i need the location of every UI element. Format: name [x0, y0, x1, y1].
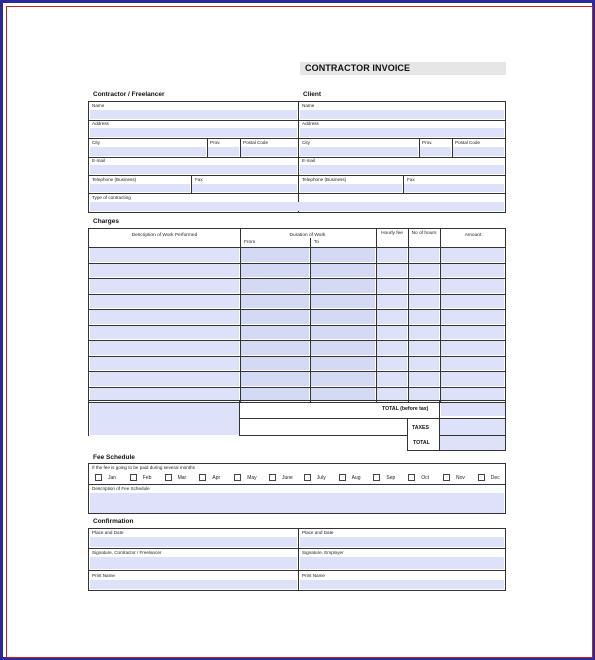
charge-to-cell[interactable]: [311, 310, 375, 324]
page-title: CONTRACTOR INVOICE: [305, 63, 411, 73]
col-from-header: From: [244, 240, 256, 245]
contractor-postal-field[interactable]: [241, 147, 297, 156]
charges-table: [88, 228, 506, 436]
contractor-name-field[interactable]: [90, 110, 297, 119]
charge-description-cell[interactable]: [90, 310, 239, 324]
charge-to-cell[interactable]: [311, 326, 375, 340]
fee-schedule-intro: If the fee is going to be paid during several months: [92, 465, 195, 470]
month-label-may: May: [247, 475, 257, 481]
employer-print-name-label: Print Name: [302, 573, 325, 578]
charge-hours-cell[interactable]: [409, 341, 439, 355]
charge-description-cell[interactable]: [90, 326, 239, 340]
charge-from-cell[interactable]: [241, 326, 309, 340]
charge-description-cell[interactable]: [90, 279, 239, 293]
client-phone-field[interactable]: [300, 184, 402, 192]
month-label-aug: Aug: [351, 475, 361, 481]
charge-hours-cell[interactable]: [409, 248, 439, 262]
charge-hourly-cell[interactable]: [377, 264, 407, 278]
client-email-field[interactable]: [300, 165, 504, 174]
charge-to-cell[interactable]: [311, 341, 375, 355]
contractor-print-name-label: Print Name: [92, 573, 115, 578]
charge-from-cell[interactable]: [241, 341, 309, 355]
charge-hours-cell[interactable]: [409, 295, 439, 309]
employer-signature-label: Signature, Employer: [302, 550, 344, 555]
charge-hourly-cell[interactable]: [377, 341, 407, 355]
charge-description-cell[interactable]: [90, 341, 239, 355]
col-description-header: Description of Work Performed: [131, 233, 198, 238]
confirm-right-place-field[interactable]: [300, 537, 504, 547]
charge-amount-cell[interactable]: [441, 326, 504, 340]
month-checkbox-sep[interactable]: [373, 474, 380, 481]
charge-hours-cell[interactable]: [409, 310, 439, 324]
total-before-tax-label: TOTAL (before tax): [382, 406, 429, 412]
confirm-left-place-field[interactable]: [90, 537, 297, 547]
month-checkbox-oct[interactable]: [408, 474, 415, 481]
charge-amount-cell[interactable]: [441, 341, 504, 355]
charge-to-cell[interactable]: [311, 248, 375, 262]
month-checkbox-mar[interactable]: [165, 474, 172, 481]
contractor-address-field[interactable]: [90, 128, 297, 137]
month-label-nov: Nov: [456, 475, 465, 481]
month-checkbox-aug[interactable]: [339, 474, 346, 481]
total-label: TOTAL: [413, 440, 430, 446]
month-checkbox-feb[interactable]: [130, 474, 137, 481]
charge-from-cell[interactable]: [241, 295, 309, 309]
total-field[interactable]: [440, 436, 505, 450]
confirmation-table: [88, 528, 506, 591]
charge-hourly-cell[interactable]: [377, 326, 407, 340]
client-address-label: Address: [302, 121, 319, 126]
charge-to-cell[interactable]: [311, 279, 375, 293]
month-checkbox-nov[interactable]: [443, 474, 450, 481]
contractor-email-label: E-mail: [92, 158, 106, 163]
contractor-print-name-field[interactable]: [90, 580, 297, 589]
client-prov-label: Prov.: [422, 140, 433, 145]
fee-description-field[interactable]: [90, 493, 504, 513]
charge-to-cell[interactable]: [311, 264, 375, 278]
client-email-label: E-mail: [302, 158, 316, 163]
charge-from-cell[interactable]: [241, 248, 309, 262]
charge-to-cell[interactable]: [311, 372, 375, 386]
taxes-field[interactable]: [440, 419, 505, 435]
charge-to-cell[interactable]: [311, 295, 375, 309]
charge-hours-cell[interactable]: [409, 279, 439, 293]
month-label-feb: Feb: [142, 475, 152, 481]
client-postal-field[interactable]: [453, 147, 504, 156]
charge-hourly-cell[interactable]: [377, 357, 407, 371]
charge-amount-cell[interactable]: [441, 295, 504, 309]
charge-hours-cell[interactable]: [409, 357, 439, 371]
month-label-july: July: [316, 475, 326, 481]
month-checkbox-apr[interactable]: [199, 474, 206, 481]
charge-amount-cell[interactable]: [441, 372, 504, 386]
month-label-dec: Dec: [490, 475, 500, 481]
charge-description-cell[interactable]: [90, 372, 239, 386]
client-name-label: Name: [302, 103, 315, 108]
month-label-apr: Apr: [212, 475, 221, 481]
charge-description-cell[interactable]: [90, 248, 239, 262]
charge-from-cell[interactable]: [241, 279, 309, 293]
contractor-postal-label: Postal Code: [243, 140, 269, 145]
col-to-header: To: [314, 240, 320, 245]
total-before-tax-field[interactable]: [441, 402, 505, 416]
taxes-label: TAXES: [412, 425, 429, 431]
client-postal-label: Postal Code: [455, 140, 481, 145]
employer-signature-field[interactable]: [300, 557, 504, 569]
month-checkbox-dec[interactable]: [478, 474, 485, 481]
charge-hours-cell[interactable]: [409, 326, 439, 340]
charge-amount-cell[interactable]: [441, 279, 504, 293]
charge-from-cell[interactable]: [241, 372, 309, 386]
col-hourly-header: Hourly fee: [381, 231, 403, 236]
contractor-phone-field[interactable]: [90, 184, 190, 192]
charge-description-cell[interactable]: [90, 264, 239, 278]
client-heading: Client: [303, 91, 322, 98]
confirmation-heading: Confirmation: [93, 518, 134, 525]
charge-description-cell[interactable]: [90, 388, 239, 402]
month-checkbox-july[interactable]: [304, 474, 311, 481]
charge-hourly-cell[interactable]: [377, 295, 407, 309]
client-city-field[interactable]: [300, 147, 418, 156]
charge-amount-cell[interactable]: [441, 248, 504, 262]
charge-from-cell[interactable]: [241, 388, 309, 402]
contractor-city-field[interactable]: [90, 147, 206, 156]
confirm-right-place-label: Place and Date: [302, 530, 334, 535]
contractor-signature-label: Signature, Contractor / Freelancer: [92, 550, 162, 555]
charges-heading: Charges: [93, 218, 120, 225]
charge-amount-cell[interactable]: [441, 357, 504, 371]
client-address-field[interactable]: [300, 128, 504, 137]
contractor-address-label: Address: [92, 121, 109, 126]
client-city-label: City: [302, 140, 310, 145]
charge-to-cell[interactable]: [311, 388, 375, 402]
charge-hours-cell[interactable]: [409, 372, 439, 386]
contractor-email-field[interactable]: [90, 165, 297, 174]
contractor-fax-field[interactable]: [192, 184, 297, 192]
col-duration-header: Duration of Work: [289, 233, 326, 238]
client-fax-label: Fax: [407, 177, 415, 182]
charge-amount-cell[interactable]: [441, 310, 504, 324]
contractor-name-label: Name: [92, 103, 105, 108]
charge-from-cell[interactable]: [241, 357, 309, 371]
client-prov-field[interactable]: [420, 147, 451, 156]
charge-description-cell[interactable]: [90, 357, 239, 371]
fee-schedule-table: [88, 463, 506, 514]
charge-hourly-cell[interactable]: [377, 372, 407, 386]
fee-description-label: Description of Fee Schedule: [92, 486, 150, 491]
client-name-field[interactable]: [300, 110, 504, 119]
month-checkbox-june[interactable]: [269, 474, 276, 481]
charge-amount-cell[interactable]: [441, 264, 504, 278]
col-amount-header: Amount: [464, 233, 482, 238]
contractor-signature-field[interactable]: [90, 557, 297, 569]
month-checkbox-jan[interactable]: [95, 474, 102, 481]
month-label-oct: Oct: [421, 475, 429, 481]
notes-field[interactable]: [90, 402, 239, 435]
charge-hourly-cell[interactable]: [377, 310, 407, 324]
month-label-mar: Mar: [177, 475, 187, 481]
contractor-city-label: City: [92, 140, 100, 145]
charge-hourly-cell[interactable]: [377, 279, 407, 293]
charge-hours-cell[interactable]: [409, 264, 439, 278]
charge-hourly-cell[interactable]: [377, 388, 407, 402]
month-checkbox-may[interactable]: [234, 474, 241, 481]
month-label-sep: Sep: [386, 475, 396, 481]
contractor-prov-field[interactable]: [208, 147, 239, 156]
col-hours-header: No of hours: [411, 231, 437, 236]
charge-description-cell[interactable]: [90, 295, 239, 309]
charge-amount-cell[interactable]: [441, 388, 504, 402]
client-fax-field[interactable]: [404, 184, 504, 192]
contracting-type-label: Type of contracting: [92, 195, 131, 200]
confirm-left-place-label: Place and Date: [92, 530, 124, 535]
contractor-fax-label: Fax: [195, 177, 203, 182]
charge-to-cell[interactable]: [311, 357, 375, 371]
charge-hourly-cell[interactable]: [377, 248, 407, 262]
contractor-prov-label: Prov.: [210, 140, 221, 145]
employer-print-name-field[interactable]: [300, 580, 504, 589]
charge-from-cell[interactable]: [241, 310, 309, 324]
contractor-phone-label: Telephone (Business): [92, 177, 137, 182]
fee-schedule-heading: Fee Schedule: [93, 454, 135, 461]
month-label-jan: Jan: [108, 475, 117, 481]
client-phone-label: Telephone (Business): [302, 177, 347, 182]
contractor-heading: Contractor / Freelancer: [93, 91, 165, 98]
month-label-june: June: [282, 475, 293, 481]
charge-from-cell[interactable]: [241, 264, 309, 278]
charge-hours-cell[interactable]: [409, 388, 439, 402]
